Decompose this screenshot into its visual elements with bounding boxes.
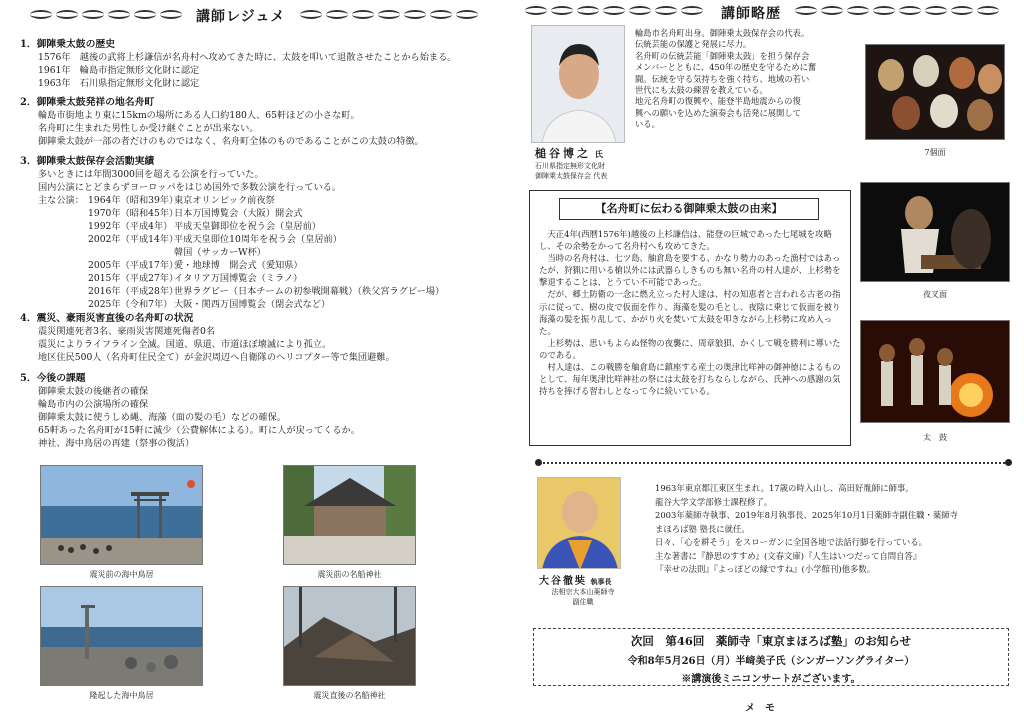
notice-line: 令和8年5月26日（月）半﨑美子氏（シンガーソングライター） <box>627 656 915 667</box>
right-page <box>515 0 1024 715</box>
performance-event: 大阪・関西万国博覧会（閉会式など） <box>174 299 331 310</box>
performance-row <box>20 220 500 233</box>
section-line: 1576年 越後の武将上杉謙信が名舟村へ攻めてきた時に、太鼓を叩いて退散させたことから始まる。 <box>38 52 457 63</box>
speaker2-name: 大谷徹奘 <box>539 576 587 587</box>
photo-caption: 震災直後の名船神社 <box>313 691 386 700</box>
section-history <box>20 38 500 90</box>
origin-paragraph: 当時の名舟村は、七ツ島、舳倉島を要する、かなり勢力のあった漁村ではあったが、狩猟に用いる槍以外には武器らしきものも無い名舟の村人達が、上杉勢を撃退することは、とうてい不可能であった。 <box>539 253 841 288</box>
header-ornament-right <box>300 8 478 20</box>
header-ornament-right <box>795 4 999 16</box>
performance-event: 日本万国博覧会（大阪）開会式 <box>174 208 303 219</box>
section-line: 輪島市街地より東に15kmの場所にある人口約180人、65軒ほどの小さな町。 <box>38 110 360 121</box>
section-line: 地区住民500人（名舟町住民全て）が金沢周辺へ自衛隊のヘリコプター等で集団避難。 <box>38 352 395 363</box>
photo-sea-torii-before <box>40 465 203 565</box>
photo-caption: 7個面 <box>924 148 946 157</box>
photo-sea-torii-uplifted <box>40 586 203 686</box>
performance-event: 愛・地球博 開会式（愛知県） <box>174 260 303 271</box>
photo-seven-masks <box>865 44 1005 140</box>
photo-taiko-drum <box>860 320 1010 423</box>
performance-event: 平成天皇御即位を祝う会（皇居前） <box>174 221 321 232</box>
performance-year: 2015年（平成27年） <box>88 273 179 284</box>
section-heading: 2．御陣乗太鼓発祥の地名舟町 <box>20 97 155 108</box>
origin-story-body <box>539 228 843 397</box>
profile-title: 講師略歴 <box>721 6 781 22</box>
origin-paragraph: 天正4年(西暦1576年)越後の上杉謙信は、能登の巨城であった七尾城を攻略し、その余勢をかって名舟村へも攻めてきた。 <box>539 229 832 252</box>
photo-shrine-after <box>283 586 416 686</box>
photo-caption: 震災前の海中鳥居 <box>89 570 154 579</box>
performance-event: 東京オリンピック前夜祭 <box>174 195 275 206</box>
section-heading: 5．今後の課題 <box>20 373 86 384</box>
section-line: 65軒あった名舟町が15軒に減少（公費解体による）。町に人が戻ってくるか。 <box>38 425 360 436</box>
performance-row <box>20 233 500 246</box>
section-line: 神社、海中鳥居の再建（祭事の復活） <box>38 438 195 449</box>
speaker1-portrait <box>531 25 625 143</box>
section-line: 輪島市内の公演場所の確保 <box>38 399 149 410</box>
speaker2-aff-line: 副住職 <box>572 598 594 606</box>
section-line: 震災関連死者3名、豪雨災害関連死傷者0名 <box>38 326 216 337</box>
section-line: 御陣乗太鼓の後継者の確保 <box>38 386 149 397</box>
next-session-notice <box>533 628 1009 686</box>
section-line: 震災によりライフライン全滅。国道、県道、市道ほぼ壊滅により孤立。 <box>38 339 332 350</box>
performance-row <box>20 207 500 220</box>
section-line: 御陣乗太鼓に使うしめ縄、海藻（面の髪の毛）などの確保。 <box>38 412 287 423</box>
performance-year: 2002年（平成14年） <box>88 234 179 245</box>
speaker2-suffix: 執事長 <box>590 577 612 586</box>
performance-row <box>20 246 500 259</box>
performance-label: 主な公演： <box>38 195 84 206</box>
section-disaster-status <box>20 312 500 364</box>
performance-year: 2016年（平成28年） <box>88 286 179 297</box>
header-ornament-left <box>525 4 703 16</box>
speaker1-aff-line: 御陣乗太鼓保存会 代表 <box>535 172 608 180</box>
speaker1-suffix: 氏 <box>594 149 603 159</box>
left-page <box>0 0 510 715</box>
performance-row <box>20 259 500 272</box>
separator-dot <box>535 459 542 466</box>
performance-event: 韓国（サッカーW杯） <box>174 247 266 258</box>
section-line: 1963年 石川県指定無形文化財に認定 <box>38 78 200 89</box>
speaker2-bio: 1963年東京都江東区生まれ。17歳の時入山し、高田好胤師に師事。 龍谷大学文学部修士課程修了。 2003年薬師寺執事、2019年8月執事長、2025年10月1日薬師寺副住職・薬師寺 まほろば塾 塾長に就任。 日々、「心を耕そう」をスローガンに全国各地で法話行脚を行っている。 主な著書に『静思のすすめ』(文春文庫)『人生はいつだって自問自答』 『幸せの法則』『よっぽどの縁ですね』(小学館刊)他多数。 <box>655 483 959 574</box>
section-future-issues <box>20 372 500 450</box>
performance-event: イタリア万国博覧会（ミラノ） <box>174 273 303 284</box>
performance-year: 2005年（平成17年） <box>88 260 179 271</box>
origin-story-title: 【名舟町に伝わる御陣乗太鼓の由来】 <box>559 198 819 220</box>
section-line: 多いときには年間3000回を超える公演を行っていた。 <box>38 169 264 180</box>
resume-title: 講師レジュメ <box>196 9 286 25</box>
performance-year: 1992年（平成4年） <box>88 221 173 232</box>
notice-line: 次回 第46回 薬師寺「東京まほろば塾」のお知らせ <box>630 634 912 648</box>
photo-shrine-before <box>283 465 416 565</box>
performance-row <box>20 285 500 298</box>
performance-year: 1964年（昭和39年） <box>88 195 179 206</box>
speaker1-bio: 輪島市名舟町出身。御陣乗太鼓保存会の代表。 伝統芸能の保護と発展に尽力。 名舟町の伝統芸能「御陣乗太鼓」を担う保存会 メンバーとともに、450年の歴史を守るために奮 闘。伝統を守る気持ちを強く持ち、地域の若い 世代にも太鼓の練習を教えている。 地元名舟町の復興や、能登半島地震からの復 興への願いを込めた演奏会も活発に展開して いる。 <box>635 28 817 130</box>
speaker1-aff-line: 石川県指定無形文化財 <box>535 162 605 170</box>
speaker1-name-line <box>535 145 603 161</box>
speaker2-name-line <box>539 572 611 587</box>
photo-caption: 震災前の名船神社 <box>317 570 382 579</box>
origin-paragraph: だが、郷土防衛の一念に燃え立った村人達は、村の知恵者と言われる古老の指示に従って、樹の皮で仮面を作り、海藻を髪の毛とし、夜陰に乗じて仮面を被り海藻の髪を振り乱して、かがり火を焚いて太鼓を叩きながら上杉勢に攻め入った。 <box>539 289 841 336</box>
performance-event: 平成天皇即位10周年を祝う会（皇居前） <box>174 234 342 245</box>
notice-line: ※講演後ミニコンサートがございます。 <box>681 674 861 685</box>
section-heading: 1．御陣乗太鼓の歴史 <box>20 39 115 50</box>
performance-row <box>20 194 500 207</box>
origin-paragraph: 上杉勢は、思いもよらぬ怪物の夜襲に、周章狼狽、かくして戦を勝利に導いたのである。 <box>539 337 841 360</box>
header-ornament-left <box>30 8 182 20</box>
performance-year: 1970年（昭和45年） <box>88 208 179 219</box>
section-heading: 3．御陣乗太鼓保存会活動実績 <box>20 156 155 167</box>
section-origin-town <box>20 96 500 148</box>
separator-dot <box>1005 459 1012 466</box>
photo-caption: 隆起した海中鳥居 <box>89 691 154 700</box>
section-line: 御陣乗太鼓が一部の者だけのものではなく、名舟町全体のものであることがこの太鼓の特徴。 <box>38 136 424 147</box>
section-activities <box>20 155 500 311</box>
section-line: 国内公演にとどまらずヨーロッパをはじめ国外で多数公演を行っている。 <box>38 182 342 193</box>
photo-caption: 太 鼓 <box>923 433 947 442</box>
section-heading: 4．震災、豪雨災害直後の名舟町の状況 <box>20 313 194 324</box>
performance-event: 世界ラグビー（日本チームの初参戦開幕戦）（秩父宮ラグビー場） <box>174 286 445 297</box>
performance-row <box>20 272 500 285</box>
section-line: 名舟町に生まれた男性しか受け継ぐことが出来ない。 <box>38 123 259 134</box>
speaker2-aff-line: 法相宗大本山薬師寺 <box>551 588 615 596</box>
speaker1-name: 槌谷博之 <box>535 147 591 160</box>
performance-year <box>88 246 174 259</box>
speaker2-portrait <box>537 477 621 569</box>
performance-row <box>20 298 500 311</box>
origin-paragraph: 村人達は、この戦勝を舳倉島に鎮座する産土の奥津比咩神の御神徳によるものとして、毎年奥津比咩神社の祭には太鼓を打ちならしながら、氏神への感謝の気持ちを捧げる習わしとなって今に続いている。 <box>539 362 841 397</box>
section-line: 1961年 輪島市指定無形文化財に認定 <box>38 65 200 76</box>
memo-label: メ モ <box>745 703 775 714</box>
photo-yasha-mask <box>860 182 1010 282</box>
speaker1-affiliation <box>535 161 607 181</box>
performance-year: 2025年（令和7年） <box>88 299 173 310</box>
photo-caption: 夜叉面 <box>923 290 947 299</box>
speaker2-affiliation <box>543 587 623 607</box>
dotted-separator <box>543 462 1005 464</box>
